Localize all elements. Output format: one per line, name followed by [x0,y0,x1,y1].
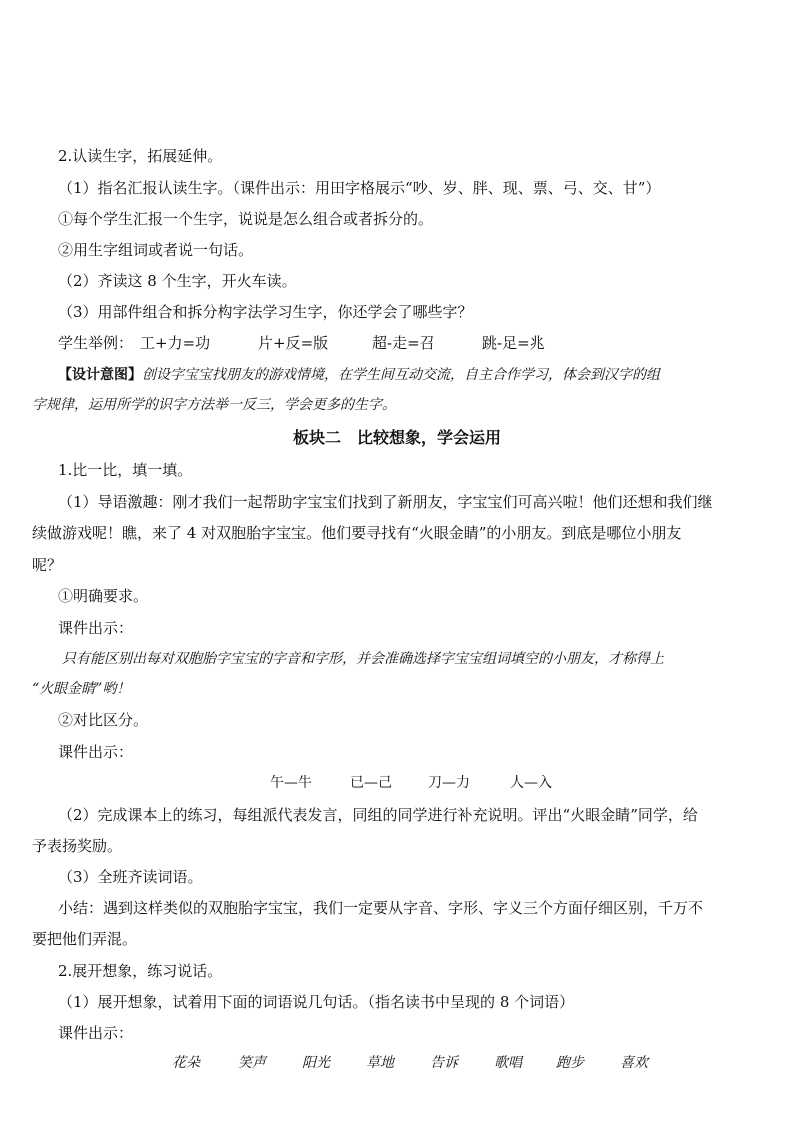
student-examples [58,333,582,353]
section-heading: 板块二 比较想象，学会运用 [292,428,501,447]
summary-cont: 要把他们弄混。 [32,930,138,948]
block2-step1-2-cont: 予表扬奖励。 [32,837,123,855]
design-intent-text: 创设字宝宝找朋友的游戏情境，在学生间互动交流，自主合作学习，体会到汉字的组 [142,367,660,383]
word-item: 花朵 [172,1055,200,1071]
summary: 小结：遇到这样类似的双胞胎字宝宝，我们一定要从字音、字形、字义三个方面仔细区别，千万不 [58,899,704,917]
step-2-1: （1）指名汇报认读生字。（课件出示：用田字格展示“吵、岁、胖、现、票、弓、交、甘”） [58,179,661,197]
example-item: 片+反=版 [258,334,329,352]
block2-step2-1: （1）展开想象，试着用下面的词语说几句话。（指名读书中呈现的 8 个词语） [58,993,575,1011]
design-intent [58,365,758,385]
block2-step1-1-cont: 续做游戏呢！瞧，来了 4 对双胞胎字宝宝。他们要寻找有“火眼金睛”的小朋友。到底是哪位小朋友 [32,524,682,542]
design-intent-cont: 字规律，运用所学的识字方法举一反三，学会更多的生字。 [32,397,396,413]
block2-step1: 1.比一比，填一填。 [58,461,193,479]
block2-step2: 2.展开想象，练习说话。 [58,962,223,980]
design-intent-tag: 【设计意图】 [58,367,142,383]
word-item: 喜欢 [620,1055,648,1071]
step-2-2: （2）齐读这 8 个生字，开火车读。 [58,272,297,290]
courseware-label: 课件出示： [58,1024,134,1042]
courseware-label: 课件出示： [58,619,134,637]
word-item: 跑步 [556,1055,584,1071]
character-pairs [270,773,570,793]
word-item: 笑声 [238,1055,266,1071]
example-item: 超-走=召 [372,334,435,352]
compare-distinguish: ②对比区分。 [58,711,149,729]
example-item: 跳-足=兆 [482,334,545,352]
block2-step1-2: （2）完成课本上的练习，每组派代表发言，同组的同学进行补充说明。评出“火眼金睛”同学，给 [58,806,698,824]
examples-prefix: 学生举例： [58,334,134,352]
courseware-label: 课件出示： [58,743,134,761]
example-item: 工+力=功 [140,334,211,352]
word-item: 歌唱 [494,1055,522,1071]
word-item: 草地 [366,1055,394,1071]
courseware-text: 只有能区别出每对双胞胎字宝宝的字音和字形，并会准确选择字宝宝组词填空的小朋友，才称得上 [62,651,664,667]
pair-item: 人—入 [510,775,552,791]
step-2-1-b: ②用生字组词或者说一句话。 [58,241,254,259]
word-item: 阳光 [302,1055,330,1071]
pair-item: 刀—力 [428,775,470,791]
courseware-text-cont: “火眼金睛”哟！ [32,681,131,697]
step-2-1-a: ①每个学生汇报一个生字，说说是怎么组合或者拆分的。 [58,210,434,228]
word-list [172,1053,660,1073]
block2-step1-3: （3）全班齐读词语。 [58,868,203,886]
block2-step1-1-end: 呢？ [32,556,63,574]
block2-step1-1: （1）导语激趣：刚才我们一起帮助字宝宝们找到了新朋友，字宝宝们可高兴啦！他们还想和我们继 [58,493,713,511]
pair-item: 已—己 [350,775,392,791]
clarify-requirement: ①明确要求。 [58,587,149,605]
step-2-title: 2.认读生字，拓展延伸。 [58,147,223,165]
step-2-3: （3）用部件组合和拆分构字法学习生字，你还学会了哪些字？ [58,303,473,321]
pair-item: 午—牛 [270,775,312,791]
word-item: 告诉 [430,1055,458,1071]
